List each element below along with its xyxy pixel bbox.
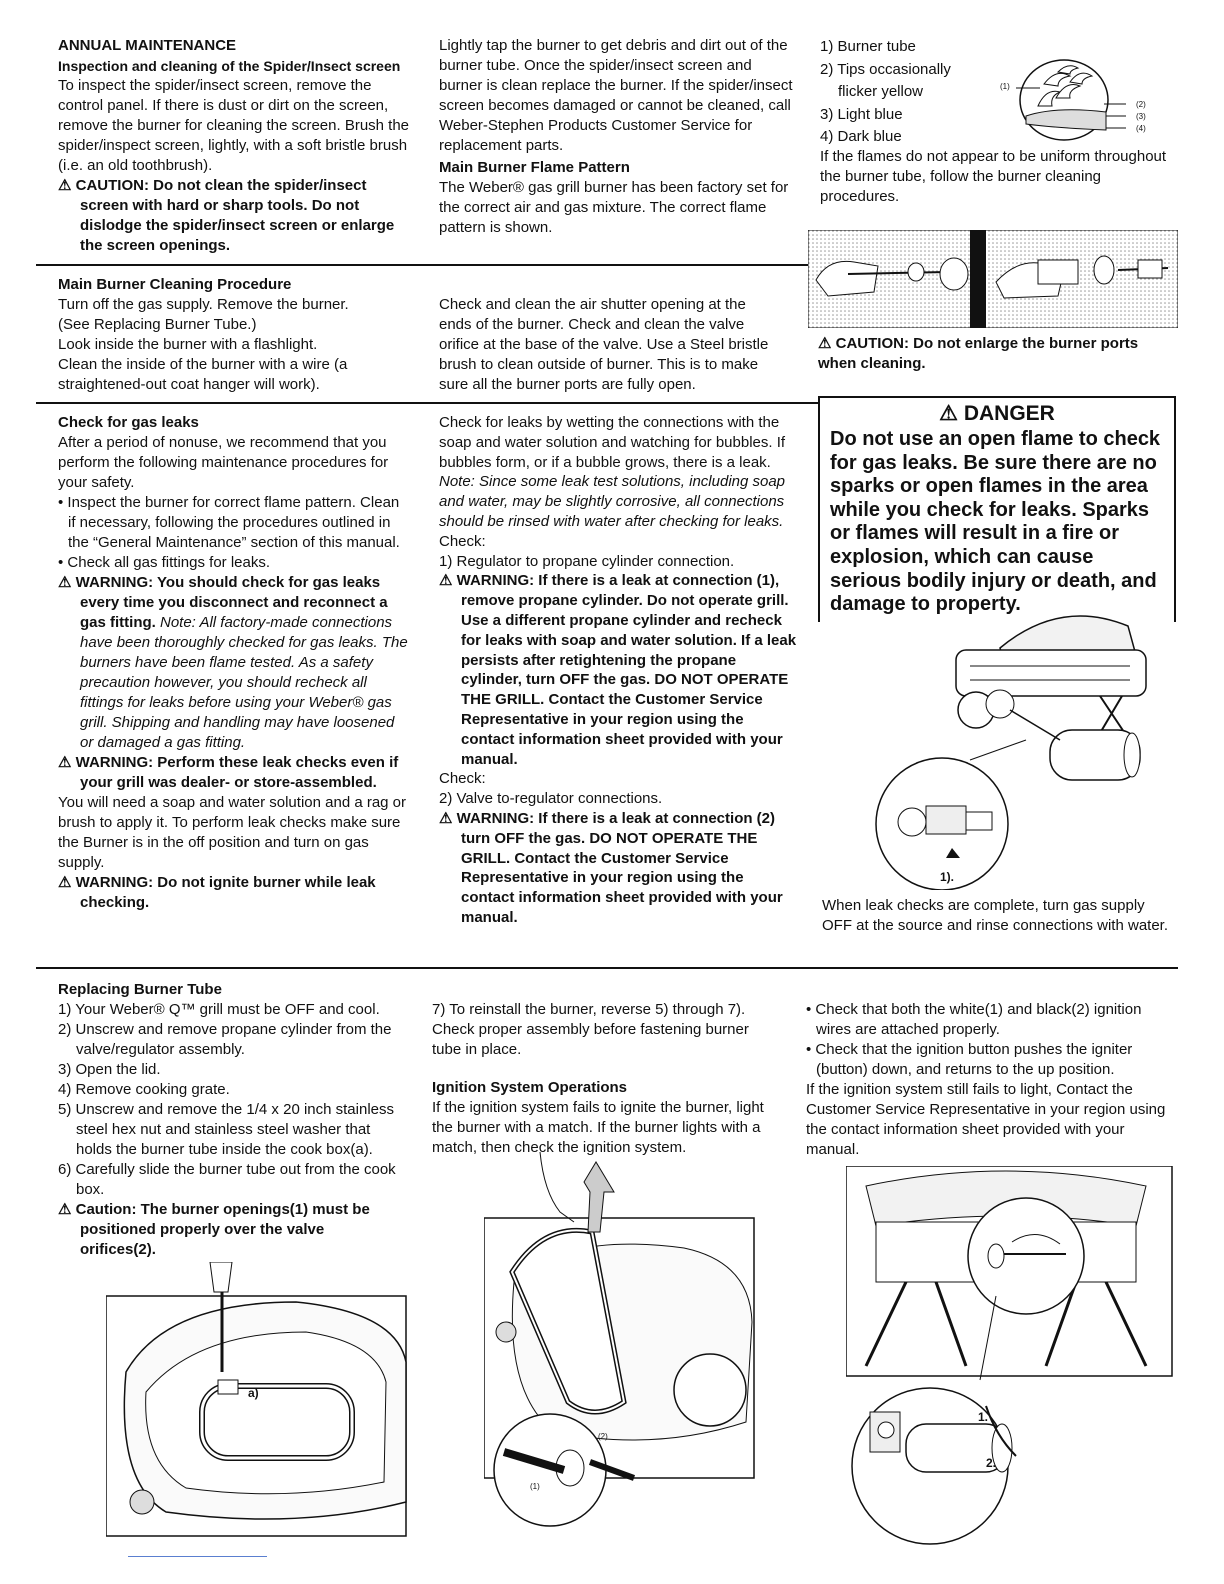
- check-2: 2) Valve to-regulator connections.: [439, 790, 663, 808]
- flame-note: If the flames do not appear to be uniform throughout the burner tube, follow the burner cleaning procedures.: [820, 148, 1167, 205]
- ignition-heading: Ignition System Operations: [432, 1079, 628, 1096]
- cleaning-line-1: Turn off the gas supply. Remove the burner.: [58, 296, 349, 313]
- flame-callout-3: (3): [1136, 112, 1146, 121]
- replace-step-3: 3) Open the lid.: [58, 1061, 161, 1078]
- burner-removal-figure: [106, 1262, 412, 1538]
- check-label-2: Check:: [439, 770, 486, 788]
- flame-heading: Main Burner Flame Pattern: [439, 159, 630, 176]
- footer-underline: [128, 1556, 267, 1557]
- after-leak-text: When leak checks are complete, turn gas supply OFF at the source and rinse connections with water.: [822, 897, 1169, 934]
- grill-leak-figure: [860, 600, 1176, 890]
- replacing-right-column: [806, 1000, 1166, 1160]
- wire-label-2: 2.: [986, 1456, 997, 1470]
- ignition-wires-figure: [846, 1166, 1176, 1546]
- burner-lift-figure: [484, 1152, 774, 1544]
- replace-step-2: 2) Unscrew and remove propane cylinder from the valve/regulator assembly.: [58, 1021, 392, 1058]
- check-1: 1) Regulator to propane cylinder connection.: [439, 552, 735, 570]
- cleaning-line-4: Clean the inside of the burner with a wire (a straightened-out coat hanger will work).: [58, 356, 348, 393]
- gas-warning-1: ⚠ WARNING: You should check for gas leaks every time you disconnect and reconnect a gas fitting. Note: All factory-made connections have been thoroughly checked for gas leaks. The burners have been flame tested. As a safety precaution however, you should recheck all fittings for leaks before using your Weber® gas grill. Shipping and handling may have loosened or damaged a gas fitting.: [58, 574, 408, 751]
- ignition-bullet-2: • Check that the ignition button pushes the igniter (button) down, and returns to the up position.: [806, 1041, 1133, 1078]
- cleaning-heading: Main Burner Cleaning Procedure: [58, 276, 292, 293]
- gas-mid-text: Check for leaks by wetting the connections with the soap and water solution and watching for bubbles. If bubbles form, or if a bubble grows, there is a leak. Note: Since some leak test solutions, including soap and water, may be slightly corrosive, all connections should be rinsed with water after checking for leaks.: [439, 414, 786, 530]
- check-label-1: Check:: [439, 532, 486, 550]
- annual-left-column: [58, 36, 416, 256]
- danger-icon: ⚠: [939, 402, 964, 425]
- spider-heading: Inspection and cleaning of the Spider/Insect screen: [58, 58, 401, 74]
- replacing-left-column: [58, 980, 398, 1260]
- flame-list: [820, 36, 1020, 149]
- wire-label-1: 1.: [978, 1410, 989, 1424]
- flame-item-2b: flicker yellow: [838, 83, 924, 100]
- soap-text: You will need a soap and water solution and a rag or brush to apply it. To perform leak checks make sure the Burner is in the off position and turn on gas supply.: [58, 794, 407, 871]
- warning-icon: ⚠: [439, 572, 457, 590]
- gas-heading: Check for gas leaks: [58, 414, 199, 431]
- gas-bullet-2: • Check all gas fittings for leaks.: [58, 554, 271, 571]
- gas-bullet-1: • Inspect the burner for correct flame pattern. Clean if necessary, following the procedures outlined in the “General Maintenance” section of this manual.: [58, 494, 400, 551]
- spider-caution: ⚠ CAUTION: Do not clean the spider/insect screen with hard or sharp tools. Do not dislodge the spider/insect screen or enlarge the screen openings.: [58, 177, 395, 254]
- replace-step-1: 1) Your Weber® Q™ grill must be OFF and cool.: [58, 1001, 380, 1018]
- replace-step-5: 5) Unscrew and remove the 1/4 x 20 inch stainless steel hex nut and stainless steel washer that holds the burner tube inside the cook box(a).: [58, 1101, 394, 1158]
- caution-icon: ⚠: [58, 177, 76, 194]
- gas-warning-5: ⚠ WARNING: If there is a leak at connection (2) turn OFF the gas. DO NOT OPERATE THE GRILL. Contact the Customer Service Representative in your region using the contact information sheet provided with your manual.: [439, 809, 783, 926]
- warning-icon: ⚠: [58, 574, 76, 591]
- cleaning-middle-column: Check and clean the air shutter opening at the ends of the burner. Check and clean the valve orifice at the base of the valve. Use a Steel bristle brush to clean outside of burner. This is to make sure all the burner ports are fully open.: [439, 296, 769, 393]
- warning-icon: ⚠: [58, 874, 76, 891]
- ignition-bullet-1: • Check that both the white(1) and black(2) ignition wires are attached properly.: [806, 1001, 1142, 1038]
- gas-warning-3: ⚠ WARNING: Do not ignite burner while leak checking.: [58, 874, 376, 911]
- orifice-label-1: (1): [530, 1482, 540, 1491]
- cleaning-line-2: (See Replacing Burner Tube.): [58, 316, 257, 333]
- caution-icon: ⚠: [818, 335, 836, 352]
- cleaning-left-column: [58, 275, 418, 395]
- caution-icon: ⚠: [58, 1201, 76, 1218]
- gas-warning-4: ⚠ WARNING: If there is a leak at connection (1), remove propane cylinder. Do not operate grill. Use a different propane cylinder and recheck for leaks with soap and water solution. If a leak persists after retightening the propane cylinder, turn OFF the gas. DO NOT OPERATE THE GRILL. Contact the Customer Service Representative in your region using the contact information sheet provided with your manual.: [439, 572, 797, 768]
- section-divider-2: [36, 402, 818, 404]
- section-divider-1: [36, 264, 808, 266]
- replace-step-4: 4) Remove cooking grate.: [58, 1081, 230, 1098]
- flame-item-4: 4) Dark blue: [820, 128, 902, 145]
- replace-caution: ⚠ Caution: The burner openings(1) must be positioned properly over the valve orifices(2).: [58, 1201, 370, 1258]
- danger-title: ⚠ DANGER: [939, 402, 1055, 425]
- ignition-final-text: If the ignition system still fails to light, Contact the Customer Service Representative in your region using the contact information sheet provided with your manual.: [806, 1081, 1166, 1158]
- replacing-heading: Replacing Burner Tube: [58, 981, 222, 998]
- cleaning-caution: ⚠ CAUTION: Do not enlarge the burner ports when cleaning.: [818, 335, 1139, 372]
- annual-middle-column: [439, 36, 795, 238]
- flame-callout-4: (4): [1136, 124, 1146, 133]
- replace-step-7: 7) To reinstall the burner, reverse 5) through 7). Check proper assembly before fastening burner tube in place.: [432, 1001, 749, 1058]
- danger-text: Do not use an open flame to check for gas leaks. Be sure there are no sparks or open flames in the area while you check for leaks. Sparks or flames will result in a fire or explosion, which can cause serious bodily injury or death, and damage to property.: [830, 428, 1161, 616]
- gas-left-column: [58, 413, 408, 913]
- gas-middle-column: [439, 413, 801, 928]
- replacing-middle-column: [432, 1000, 782, 1158]
- ignition-text: If the ignition system fails to ignite the burner, light the burner with a match. If the burner lights with a match, then check the ignition system.: [432, 1099, 764, 1156]
- flame-pattern-figure: [996, 54, 1156, 144]
- gas-intro: After a period of nonuse, we recommend that you perform the following maintenance procedures for your safety.: [58, 434, 389, 491]
- flame-callout-2: (2): [1136, 100, 1146, 109]
- flame-item-1: 1) Burner tube: [820, 38, 916, 55]
- spider-text: To inspect the spider/insect screen, remove the control panel. If there is dust or dirt on the screen, remove the burner for cleaning the screen. Brush the spider/inspect screen, lightly, with a soft bristle brush (i.e. an old toothbrush).: [58, 77, 410, 174]
- burner-cleaning-figure: [808, 230, 1178, 328]
- flame-item-3: 3) Light blue: [820, 105, 903, 123]
- flame-text: The Weber® gas grill burner has been factory set for the correct air and gas mixture. The correct flame pattern is shown.: [439, 179, 789, 236]
- warning-icon: ⚠: [439, 809, 457, 827]
- cleaning-line-3: Look inside the burner with a flashlight.: [58, 336, 318, 353]
- section-divider-3: [36, 967, 1178, 969]
- gas-warning-2: ⚠ WARNING: Perform these leak checks even if your grill was dealer- or store-assembled.: [58, 754, 399, 791]
- orifice-label-2: (2): [598, 1432, 608, 1441]
- leak-figure-label: 1).: [940, 870, 955, 884]
- danger-box: [818, 396, 1176, 622]
- warning-icon: ⚠: [58, 754, 76, 771]
- flame-callout-1: (1): [1000, 82, 1010, 91]
- annual-title: ANNUAL MAINTENANCE: [58, 37, 237, 54]
- flame-item-2: 2) Tips occasionally: [820, 60, 951, 78]
- tap-text: Lightly tap the burner to get debris and dirt out of the burner tube. Once the spider/insect screen and burner is clean replace the burner. If the spider/insect screen becomes damaged or cannot be cleaned, call Weber-Stephen Products Customer Service for replacement parts.: [439, 37, 793, 154]
- replace-step-6: 6) Carefully slide the burner tube out from the cook box.: [58, 1161, 396, 1198]
- figure-label-a: a): [248, 1386, 259, 1400]
